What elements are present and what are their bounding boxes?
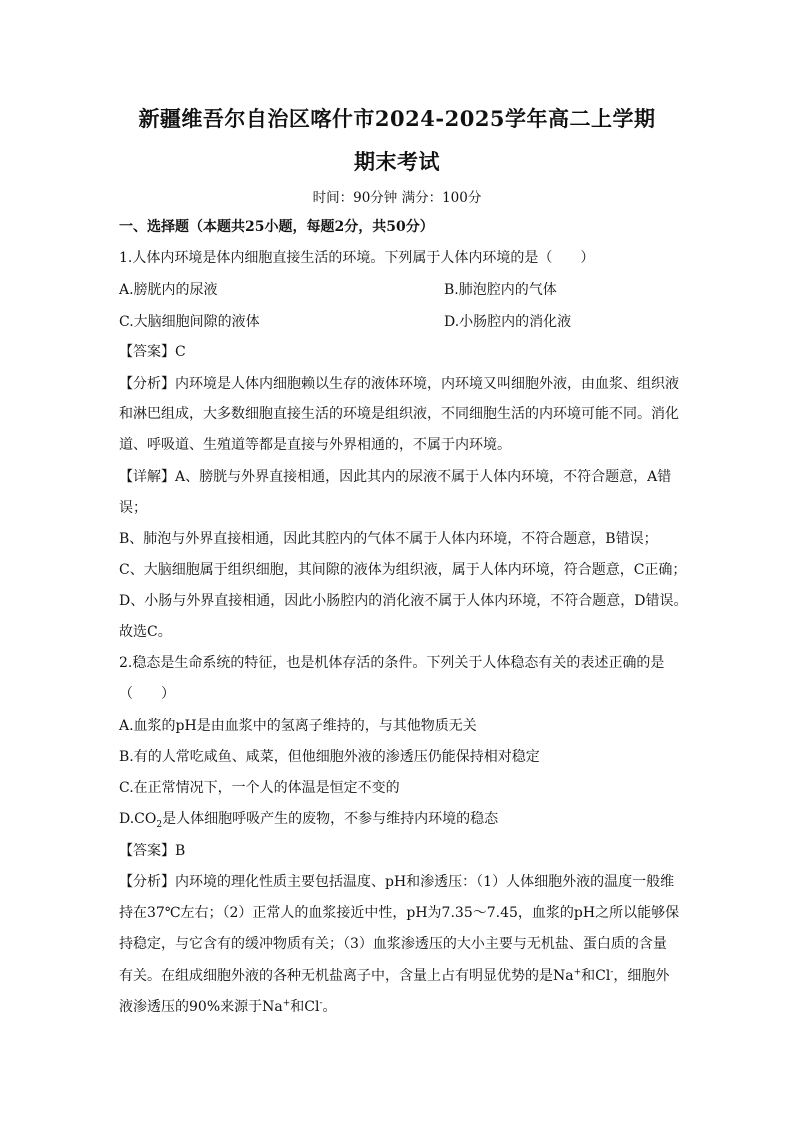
superscript: + <box>282 998 291 1009</box>
text-span: 是人体细胞呼吸产生的废物，不参与维持内环境的稳态 <box>162 811 499 827</box>
question-1-analysis-line: 道、呼吸道、生殖道等都是直接与外界相通的，不属于内环境。 <box>119 437 511 453</box>
question-1-option-b: B.肺泡腔内的气体 <box>444 282 557 298</box>
superscript: + <box>573 967 582 978</box>
question-2-stem: 2.稳态是生命系统的特征，也是机体存活的条件。下列关于人体稳态有关的表述正确的是 <box>119 655 665 671</box>
text-span: 有关。在组成细胞外液的各种无机盐离子中，含量上占有明显优势的是Na <box>119 968 574 984</box>
text-span: ，细胞外 <box>613 968 670 984</box>
question-2-analysis-line: 持稳定，与它含有的缓冲物质有关；（3）血浆渗透压的大小主要与无机盐、蛋白质的含量 <box>119 936 667 952</box>
section-heading: 一、选择题（本题共25小题，每题2分，共50分） <box>119 219 434 235</box>
question-2-analysis-line <box>119 967 679 985</box>
question-1-detail-line: 【详解】A、膀胱与外界直接相通，因此其内的尿液不属于人体内环境，不符合题意，A错 <box>119 469 672 485</box>
question-2-option-b: B.有的人常吃咸鱼、咸菜，但他细胞外液的渗透压仍能保持相对稳定 <box>119 749 540 765</box>
question-1-detail-line: D、小肠与外界直接相通，因此小肠腔内的消化液不属于人体内环境，不符合题意，D错误。 <box>119 593 688 609</box>
question-1-analysis-line: 【分析】内环境是人体内细胞赖以生存的液体环境，内环境又叫细胞外液，由血浆、组织液 <box>119 376 679 392</box>
text-span: 液渗透压的90%来源于Na <box>119 999 283 1015</box>
question-1-answer: 【答案】C <box>119 344 186 360</box>
question-2-option-d <box>119 810 679 828</box>
question-1-detail-line: B、肺泡与外界直接相通，因此其腔内的气体不属于人体内环境，不符合题意，B错误； <box>119 531 658 547</box>
question-1-option-a: A.膀胱内的尿液 <box>119 282 218 298</box>
text-span: 和Cl <box>581 968 611 984</box>
page-subtitle: 期末考试 <box>354 149 440 174</box>
text-span: D.CO <box>119 811 157 827</box>
question-1-conclusion: 故选C。 <box>119 624 172 640</box>
question-1-detail-line: C、大脑细胞属于组织细胞，其间隙的液体为组织液，属于人体内环境，符合题意，C正确； <box>119 562 687 578</box>
subscript: 2 <box>156 819 163 830</box>
question-2-analysis-line <box>119 998 679 1016</box>
page-title: 新疆维吾尔自治区喀什市2024-2025学年高二上学期 <box>138 106 656 131</box>
superscript: - <box>319 998 323 1009</box>
text-span: 和Cl <box>290 999 320 1015</box>
question-1-analysis-line: 和淋巴组成，大多数细胞直接生活的环境是组织液，不同细胞生活的内环境可能不同。消化 <box>119 406 679 422</box>
question-2-analysis-line: 【分析】内环境的理化性质主要包括温度、pH和渗透压：（1）人体细胞外液的温度一般维 <box>119 874 675 890</box>
question-2-stem-cont: （ ） <box>119 686 175 702</box>
question-2-analysis-line: 持在37℃左右；（2）正常人的血浆接近中性，pH为7.35～7.45，血浆的pH之所以能够保 <box>119 905 680 921</box>
question-2-option-a: A.血浆的pH是由血浆中的氢离子维持的，与其他物质无关 <box>119 718 477 734</box>
exam-meta: 时间：90分钟 满分：100分 <box>312 190 482 206</box>
question-2-answer: 【答案】B <box>119 843 186 859</box>
question-1-option-c: C.大脑细胞间隙的液体 <box>119 314 260 330</box>
question-1-option-d: D.小肠腔内的消化液 <box>444 314 572 330</box>
superscript: - <box>610 967 614 978</box>
question-1-detail-line: 误； <box>119 500 147 516</box>
question-2-option-c: C.在正常情况下，一个人的体温是恒定不变的 <box>119 780 400 796</box>
question-1-stem: 1.人体内环境是体内细胞直接生活的环境。下列属于人体内环境的是（ ） <box>119 250 595 266</box>
text-span: 。 <box>322 999 337 1015</box>
